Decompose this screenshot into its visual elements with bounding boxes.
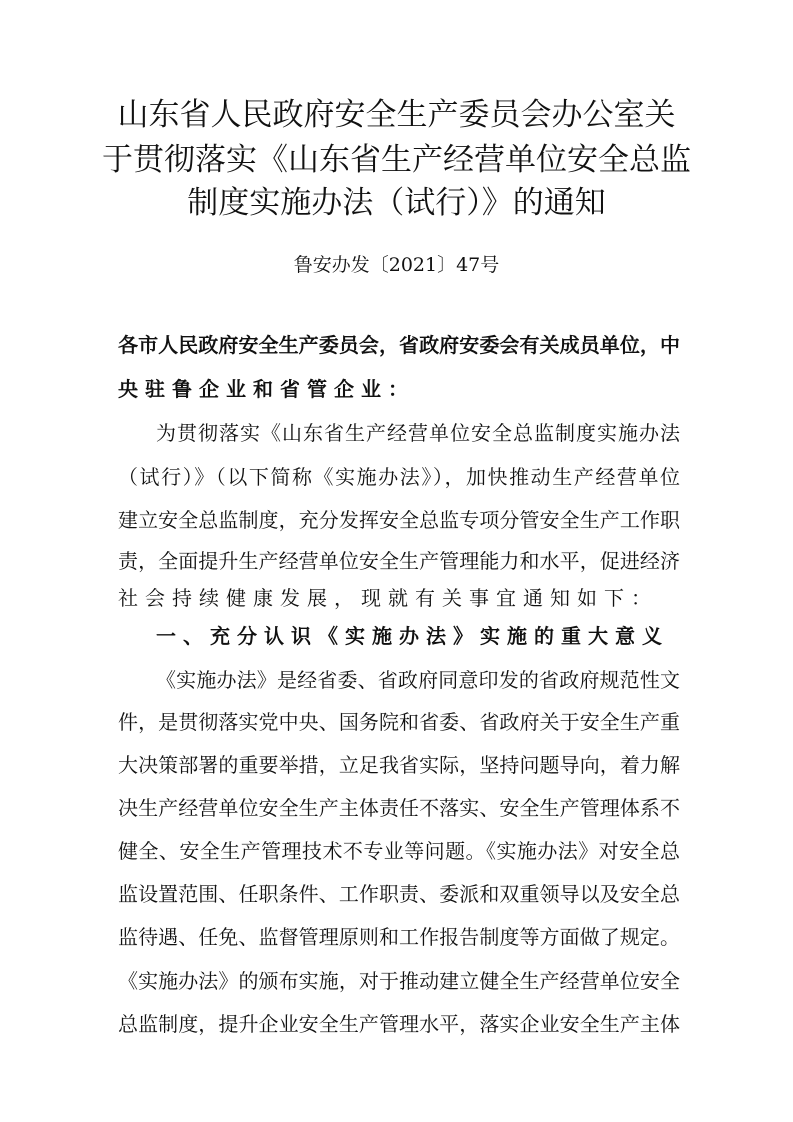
body-line: 《实施办法》的颁布实施，对于推动建立健全生产经营单位安全	[118, 969, 680, 993]
body-line: （试行）》（以下简称《实施办法》），加快推动生产经营单位	[118, 465, 680, 489]
addressee-line: 央驻鲁企业和省管企业：	[118, 377, 415, 401]
body-line: 建立安全总监制度，充分发挥安全总监专项分管安全生产工作职	[118, 508, 680, 532]
body-line: 健全、安全生产管理技术不专业等问题。《实施办法》对安全总	[118, 839, 680, 863]
body-line: 为贯彻落实《山东省生产经营单位安全总监制度实施办法	[156, 421, 680, 445]
body-line: 《实施办法》是经省委、省政府同意印发的省政府规范性文	[156, 668, 680, 692]
body-line: 社会持续健康发展，现就有关事宜通知如下：	[118, 586, 658, 610]
body-line: 件，是贯彻落实党中央、国务院和省委、省政府关于安全生产重	[118, 710, 680, 734]
document-title-line-3: 制度实施办法（试行）》的通知	[187, 185, 606, 221]
document-number: 鲁安办发〔2021〕47号	[293, 254, 500, 276]
body-line: 大决策部署的重要举措，立足我省实际，坚持问题导向，着力解	[118, 753, 680, 777]
addressee-line: 各市人民政府安全生产委员会，省政府安委会有关成员单位，中	[118, 333, 680, 357]
body-line: 总监制度，提升企业安全生产管理水平，落实企业安全生产主体	[118, 1012, 680, 1036]
body-line: 决生产经营单位安全生产主体责任不落实、安全生产管理体系不	[118, 796, 680, 820]
section-heading: 一、充分认识《实施办法》实施的重大意义	[156, 624, 669, 648]
body-line: 责，全面提升生产经营单位安全生产管理能力和水平，促进经济	[118, 549, 680, 573]
body-line: 监设置范围、任职条件、工作职责、委派和双重领导以及安全总	[118, 882, 680, 906]
document-title-line-2: 于贯彻落实《山东省生产经营单位安全总监	[102, 142, 691, 178]
body-line: 监待遇、任免、监督管理原则和工作报告制度等方面做了规定。	[118, 925, 680, 949]
document-title-line-1: 山东省人民政府安全生产委员会办公室关	[117, 97, 676, 133]
